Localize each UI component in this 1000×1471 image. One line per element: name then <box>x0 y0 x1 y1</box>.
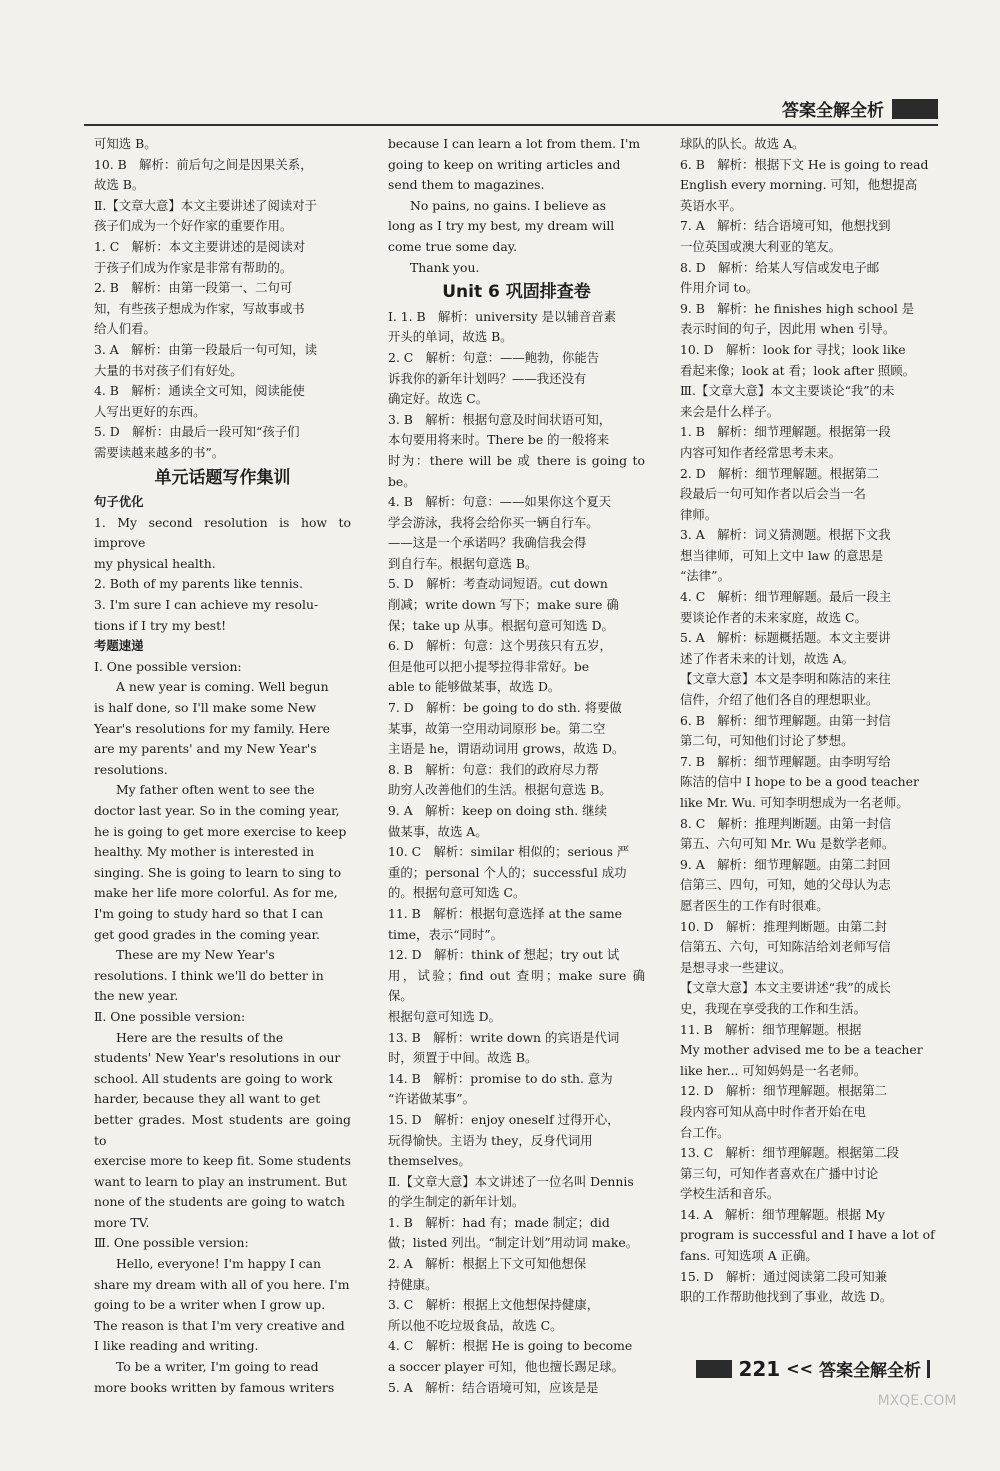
text-line: going to keep on writing articles and <box>388 156 621 172</box>
text-line: 持健康。 <box>388 1276 438 1292</box>
text-line: 3. B 解析：根据句意及时间状语可知， <box>388 411 612 427</box>
text-line: harder, because they all want to get <box>94 1091 321 1107</box>
text-line: 7. D 解析：be going to do sth. 将要做 <box>388 700 622 716</box>
text-line: 所以他不吃垃圾食品，故选 C。 <box>388 1317 563 1333</box>
text-line: “法律”。 <box>680 568 730 584</box>
text-line: 重的；personal 个人的；successful 成功 <box>388 864 627 880</box>
text-line: 台工作。 <box>680 1124 730 1140</box>
text-line: No pains, no gains. I believe as <box>410 197 606 213</box>
text-line: 5. A 解析：标题概括题。本文主要讲 <box>680 630 891 646</box>
header-rule <box>84 124 938 126</box>
text-line: 想当律师，可知上文中 law 的意思是 <box>680 547 884 563</box>
text-line: 内容可知作者经常思考未来。 <box>680 444 842 460</box>
text-line: 人写出更好的东西。 <box>94 403 206 419</box>
text-line: 根据句意可知选 D。 <box>388 1008 501 1024</box>
text-line: tions if I try my best! <box>94 617 227 633</box>
text-line: 可知选 B。 <box>94 136 157 151</box>
text-line: To be a writer, I'm going to read <box>116 1359 319 1375</box>
text-line: Hello, everyone! I'm happy I can <box>116 1256 321 1272</box>
text-line: 信第三、四句，可知，她的父母认为志 <box>680 877 891 893</box>
text-line: 第五、六句可知 Mr. Wu 是数学老师。 <box>680 836 895 852</box>
text-line: Thank you. <box>410 259 480 275</box>
text-line: 考题速递 <box>94 638 144 654</box>
watermark <box>862 1393 972 1453</box>
text-line: ——这是一个承诺吗？我确信我会得 <box>388 535 587 551</box>
text-line: 段最后一句可知作者以后会当一名 <box>680 486 866 502</box>
text-line: 时，须置于中间。故选 B。 <box>388 1050 538 1066</box>
text-line: 10. D 解析：推理判断题。由第二封 <box>680 918 888 934</box>
text-line: 英语水平。 <box>680 197 742 213</box>
footer-title: 答案全解全析 <box>819 1361 921 1381</box>
text-line: 11. B 解析：细节理解题。根据 <box>680 1021 862 1037</box>
text-line: are my parents' and my New Year's <box>94 741 317 757</box>
text-line: resolutions. I think we'll do better in <box>94 967 324 983</box>
text-line: 1. My second resolution is how to improve <box>94 514 351 551</box>
text-line: better grades. Most students are going to <box>94 1111 351 1148</box>
text-line: 段内容可知从高中时作者开始在电 <box>680 1103 866 1119</box>
text-line: 3. A 解析：由第一段最后一句可知，读 <box>94 341 317 357</box>
text-line: 史，我现在享受我的工作和生活。 <box>680 1000 866 1016</box>
text-line: 4. C 解析：根据 He is going to become <box>388 1338 633 1354</box>
text-line: 第三句，可知作者喜欢在广播中讨论 <box>680 1165 879 1181</box>
text-line: 确定好。故选 C。 <box>388 391 489 407</box>
footer-bar <box>696 1360 732 1378</box>
text-line: I'm going to study hard so that I can <box>94 905 324 921</box>
text-line: 到自行车。根据句意选 B。 <box>388 555 538 571</box>
text-line: 6. B 解析：根据下文 He is going to read <box>680 156 929 172</box>
text-line: 8. B 解析：句意：我们的政府尽力帮 <box>388 761 599 777</box>
text-line: 主语是 he，谓语动词用 grows，故选 D。 <box>388 741 625 757</box>
text-line: 15. D 解析：通过阅读第二段可知兼 <box>680 1268 888 1284</box>
column-left <box>94 134 351 1398</box>
text-line: 削减；write down 写下；make sure 确 <box>388 597 619 613</box>
text-line: send them to magazines. <box>388 177 545 193</box>
text-line: 4. C 解析：细节理解题。最后一段主 <box>680 589 892 605</box>
text-line: 开头的单词，故选 B。 <box>388 329 513 345</box>
text-line: because I can learn a lot from them. I'm <box>388 136 641 151</box>
text-line: 10. C 解析：similar 相似的；serious 严 <box>388 844 630 860</box>
text-line: get good grades in the coming year. <box>94 926 321 942</box>
text-line: 9. A 解析：细节理解题。由第二封回 <box>680 856 891 872</box>
text-line: 3. A 解析：词义猜测题。根据下文我 <box>680 527 891 543</box>
page-footer <box>696 1356 930 1381</box>
text-line: more TV. <box>94 1214 150 1230</box>
text-line: 时为：there will be 或 there is going to be。 <box>388 452 645 489</box>
text-line: 律师。 <box>680 506 718 522</box>
text-line: 2. D 解析：细节理解题。根据第二 <box>680 465 880 481</box>
text-line: 一位英国或澳大利亚的笔友。 <box>680 238 842 254</box>
text-line: Year's resolutions for my family. Here <box>94 720 331 736</box>
text-line: share my dream with all of you here. I'm <box>94 1276 350 1292</box>
text-line: able to 能够做某事，故选 D。 <box>388 679 561 695</box>
footer-end-bar <box>927 1360 930 1378</box>
text-line: 2. Both of my parents like tennis. <box>94 576 303 592</box>
text-line: “许诺做某事”。 <box>388 1091 476 1107</box>
text-line: 需要读越来越多的书”。 <box>94 444 225 460</box>
text-line: 3. I'm sure I can achieve my resolu- <box>94 597 319 613</box>
text-line: going to be a writer when I grow up. <box>94 1297 326 1313</box>
text-line: 某事，故第一空用动词原形 be。第二空 <box>388 720 606 736</box>
text-line: Ⅱ. One possible version: <box>94 1008 246 1024</box>
text-line: 15. D 解析：enjoy oneself 过得开心， <box>388 1111 620 1127</box>
text-line: 陈洁的信中 I hope to be a good teacher <box>680 774 919 790</box>
text-line: 【文章大意】本文主要讲述“我”的成长 <box>680 980 891 996</box>
text-line: Here are the results of the <box>116 1029 284 1045</box>
text-line: Ⅲ.【文章大意】本文主要谈论“我”的未 <box>680 383 895 399</box>
text-line: program is successful and I have a lot of <box>680 1227 935 1243</box>
text-line: the new year. <box>94 988 179 1004</box>
text-line: 助穷人改善他们的生活。根据句意选 B。 <box>388 782 612 798</box>
text-line: 知，有些孩子想成为作家，写故事或书 <box>94 300 305 316</box>
text-line: singing. She is going to learn to sing to <box>94 864 342 880</box>
text-line: 5. D 解析：由最后一段可知“孩子们 <box>94 424 300 440</box>
text-line: Ⅲ. One possible version: <box>94 1235 249 1251</box>
text-line: 8. C 解析：推理判断题。由第一封信 <box>680 815 892 831</box>
text-line: 1. B 解析：had 有；made 制定；did <box>388 1214 610 1230</box>
text-line: A new year is coming. Well begun <box>116 679 329 695</box>
text-line: 第二句，可知他们讨论了梦想。 <box>680 733 854 749</box>
text-line: 但是他可以把小提琴拉得非常好。be <box>388 658 590 674</box>
text-line: These are my New Year's <box>116 947 275 963</box>
text-line: I like reading and writing. <box>94 1338 259 1354</box>
text-line: 表示时间的句子，因此用 when 引导。 <box>680 321 896 337</box>
text-line: my physical health. <box>94 555 216 571</box>
text-line: 3. C 解析：根据上文他想保持健康， <box>388 1297 600 1313</box>
text-line: a soccer player 可知，他也擅长踢足球。 <box>388 1359 624 1375</box>
text-line: 9. A 解析：keep on doing sth. 继续 <box>388 803 607 818</box>
text-line: 用，试验；find out 查明；make sure 确保。 <box>388 967 645 1004</box>
text-line: 学校生活和音乐。 <box>680 1186 780 1202</box>
text-line: 11. B 解析：根据句意选择 at the same <box>388 905 622 921</box>
footer-arrows: << <box>786 1359 813 1378</box>
text-line: 1. C 解析：本文主要讲述的是阅读对 <box>94 238 306 254</box>
text-line: none of the students are going to watch <box>94 1194 345 1210</box>
text-line: students' New Year's resolutions in our <box>94 1050 341 1066</box>
text-line: 保；take up 从事。根据句意可知选 D。 <box>388 617 614 633</box>
text-line: make her life more colorful. As for me, <box>94 885 338 901</box>
text-line: exercise more to keep fit. Some students <box>94 1153 351 1169</box>
text-line: 故选 B。 <box>94 177 145 193</box>
text-line: 【文章大意】本文是李明和陈洁的来往 <box>680 671 891 687</box>
text-line: 诉我你的新年计划吗？——我还没有 <box>388 370 587 386</box>
page-header <box>782 96 938 121</box>
text-line: 来会是什么样子。 <box>680 403 780 419</box>
text-line: 9. B 解析：he finishes high school 是 <box>680 300 915 316</box>
text-line: Ⅰ. 1. B 解析：university 是以辅音音素 <box>388 308 616 324</box>
text-line: 2. C 解析：句意：——鲍勃，你能告 <box>388 349 600 365</box>
text-line: 14. A 解析：细节理解题。根据 My <box>680 1206 885 1222</box>
text-line: 职的工作帮助他找到了事业，故选 D。 <box>680 1289 893 1305</box>
text-line: My mother advised me to be a teacher <box>680 1042 923 1058</box>
text-line: 述了作者未来的计划，故选 A。 <box>680 650 854 666</box>
text-line: 2. A 解析：根据上下文可知他想保 <box>388 1256 587 1272</box>
text-line: 做；listed 列出。“制定计划”用动词 make。 <box>388 1235 639 1251</box>
text-line: 13. C 解析：细节理解题。根据第二段 <box>680 1145 899 1161</box>
page-number: 221 <box>738 1356 781 1381</box>
text-line: 学会游泳，我将会给你买一辆自行车。 <box>388 514 599 530</box>
text-line: more books written by famous writers <box>94 1379 335 1395</box>
text-line: 球队的队长。故选 A。 <box>680 136 805 151</box>
text-line: 句子优化 <box>94 494 144 510</box>
text-line: 看起来像；look at 看；look after 照顾。 <box>680 362 916 378</box>
text-line: 4. B 解析：通读全文可知，阅读能使 <box>94 383 305 399</box>
text-line: 8. D 解析：给某人写信或发电子邮 <box>680 259 880 275</box>
text-line: want to learn to play an instrument. But <box>94 1173 347 1189</box>
text-line: 6. D 解析：句意：这个男孩只有五岁， <box>388 638 612 654</box>
text-line: 要谈论作者的未来家庭，故选 C。 <box>680 609 867 625</box>
text-line: 单元话题写作集训 <box>154 467 291 488</box>
text-line: 孩子们成为一个好作家的重要作用。 <box>94 218 293 234</box>
text-line: 4. B 解析：句意：——如果你这个夏天 <box>388 494 612 510</box>
text-line: fans. 可知选项 A 正确。 <box>680 1248 818 1264</box>
text-line: 7. A 解析：结合语境可知，他想找到 <box>680 218 891 234</box>
text-line: like Mr. Wu. 可知李明想成为一名老师。 <box>680 795 909 810</box>
text-line: healthy. My mother is interested in <box>94 844 315 860</box>
text-line: 13. B 解析：write down 的宾语是代词 <box>388 1029 620 1045</box>
text-line: 愿者医生的工作有时很难。 <box>680 897 829 913</box>
text-line: he is going to get more exercise to keep <box>94 823 347 839</box>
text-line: 信第五、六句，可知陈洁给刘老师写信 <box>680 939 891 955</box>
text-line: 件用介词 to。 <box>680 280 759 296</box>
text-line: Ⅰ. One possible version: <box>94 658 242 674</box>
text-line: 10. D 解析：look for 寻找；look like <box>680 341 906 357</box>
text-line: 的。根据句意可知选 C。 <box>388 885 526 901</box>
text-line: like her... 可知妈妈是一名老师。 <box>680 1062 867 1078</box>
text-line: 本句要用将来时。There be 的一般将来 <box>388 432 610 448</box>
text-line: 10. B 解析：前后句之间是因果关系， <box>94 156 313 172</box>
text-line: 2. B 解析：由第一段第一、二句可 <box>94 280 293 296</box>
text-line: 于孩子们成为作家是非常有帮助的。 <box>94 259 293 275</box>
text-line: Unit 6 巩固排查卷 <box>442 282 591 303</box>
text-line: 7. B 解析：细节理解题。由李明写给 <box>680 753 891 769</box>
text-line: doctor last year. So in the coming year, <box>94 803 340 818</box>
text-line: 5. A 解析：结合语境可知，应该是是 <box>388 1379 599 1395</box>
watermark-url: MXQE.COM <box>877 1393 957 1409</box>
text-line: My father often went to see the <box>116 782 315 798</box>
text-line: 1. B 解析：细节理解题。根据第一段 <box>680 424 891 440</box>
text-line: 信件，介绍了他们各自的理想职业。 <box>680 692 879 708</box>
header-bar <box>892 99 938 119</box>
text-line: 给人们看。 <box>94 321 156 337</box>
text-line: 14. B 解析：promise to do sth. 意为 <box>388 1070 613 1086</box>
text-line: 6. B 解析：细节理解题。由第一封信 <box>680 712 891 728</box>
text-line: 5. D 解析：考查动词短语。cut down <box>388 576 608 592</box>
text-line: time，表示“同时”。 <box>388 926 504 942</box>
column-middle <box>388 134 645 1398</box>
text-line: 做某事，故选 A。 <box>388 823 488 839</box>
text-line: themselves。 <box>388 1153 471 1169</box>
text-line: long as I try my best, my dream will <box>388 218 615 234</box>
column-right <box>680 134 942 1308</box>
text-line: come true some day. <box>388 238 518 254</box>
text-line: school. All students are going to work <box>94 1070 333 1086</box>
text-line: 玩得愉快。主语为 they，反身代词用 <box>388 1132 593 1148</box>
text-line: 的学生制定的新年计划。 <box>388 1194 525 1210</box>
header-title: 答案全解全析 <box>782 101 884 121</box>
text-line: Ⅱ.【文章大意】本文主要讲述了阅读对于 <box>94 197 318 213</box>
text-line: 大量的书对孩子们有好处。 <box>94 362 243 378</box>
text-line: Ⅱ.【文章大意】本文讲述了一位名叫 Dennis <box>388 1173 634 1189</box>
text-line: The reason is that I'm very creative and <box>94 1317 345 1333</box>
text-line: 是想寻求一些建议。 <box>680 959 792 975</box>
text-line: is half done, so I'll make some New <box>94 700 317 716</box>
text-line: 12. D 解析：think of 想起；try out 试 <box>388 947 620 963</box>
text-line: English every morning. 可知，他想提高 <box>680 177 918 193</box>
text-line: resolutions. <box>94 761 168 777</box>
text-line: 12. D 解析：细节理解题。根据第二 <box>680 1083 888 1099</box>
